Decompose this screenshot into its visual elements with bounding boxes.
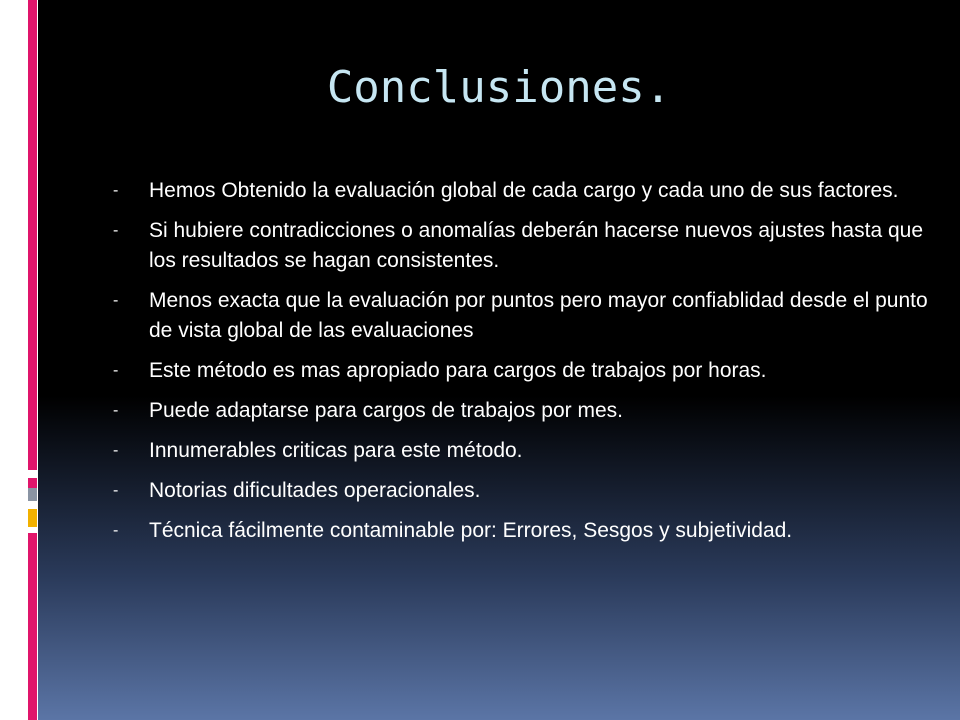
bullet-marker: - xyxy=(113,362,119,379)
bullet-text: Innumerables criticas para este método. xyxy=(149,439,523,462)
bullet-text: Técnica fácilmente contaminable por: Errores, Sesgos y subjetividad. xyxy=(149,519,793,542)
bullet-text: Este método es mas apropiado para cargos de trabajos por horas. xyxy=(149,359,767,382)
slide-title: Conclusiones. xyxy=(326,62,672,113)
bullet-item xyxy=(110,176,930,206)
accent-bar-pink-top xyxy=(28,0,37,470)
bullet-item xyxy=(110,356,930,386)
bullet-marker: - xyxy=(113,182,119,199)
bullet-marker: - xyxy=(113,442,119,459)
bullet-item xyxy=(110,516,930,546)
bullet-text: Hemos Obtenido la evaluación global de cada cargo y cada uno de sus factores. xyxy=(149,179,899,202)
bullet-item xyxy=(110,216,930,276)
accent-gap xyxy=(28,470,37,478)
bullet-text: Si hubiere contradicciones o anomalías deberán hacerse nuevos ajustes hasta que los resultados se hagan consistentes. xyxy=(149,219,923,272)
bullet-item xyxy=(110,436,930,466)
bullet-marker: - xyxy=(113,482,119,499)
bullet-text: Menos exacta que la evaluación por puntos pero mayor confiablidad desde el punto de vista global de las evaluaciones xyxy=(149,289,928,342)
bullet-list xyxy=(110,176,930,556)
bullet-marker: - xyxy=(113,222,119,239)
bullet-text: Puede adaptarse para cargos de trabajos por mes. xyxy=(149,399,623,422)
bullet-item xyxy=(110,286,930,346)
accent-square-pink xyxy=(28,478,37,488)
accent-square-yellow xyxy=(28,509,37,527)
accent-bar-pink-bottom xyxy=(28,533,37,720)
bullet-item xyxy=(110,476,930,506)
accent-gap xyxy=(28,501,37,509)
bullet-text: Notorias dificultades operacionales. xyxy=(149,479,481,502)
bullet-marker: - xyxy=(113,402,119,419)
bullet-marker: - xyxy=(113,522,119,539)
bullet-item xyxy=(110,396,930,426)
accent-square-gray xyxy=(28,488,37,501)
bullet-marker: - xyxy=(113,292,119,309)
